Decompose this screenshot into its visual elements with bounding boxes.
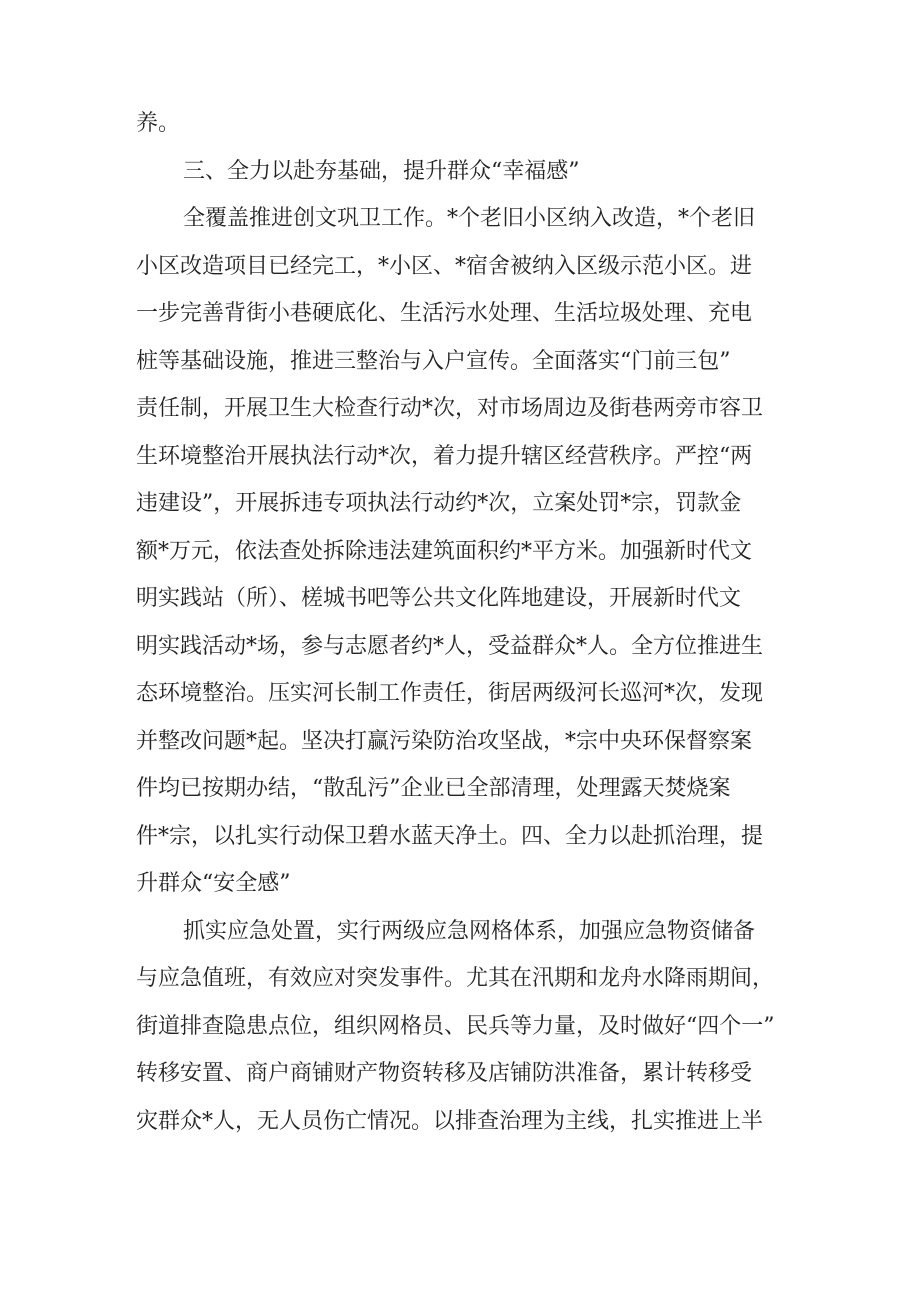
text-line: 生环境整治开展执法行动*次，着力提升辖区经营秩序。严控“两 xyxy=(136,443,753,469)
text-line: 一步完善背街小巷硬底化、生活污水处理、生活垃圾处理、充电 xyxy=(136,301,753,326)
section-heading: 三、全力以赴夯基础，提升群众“幸福感” xyxy=(183,158,580,184)
text-line: 件均已按期办结，“散乱污”企业已全部清理，处理露天焚烧案 xyxy=(136,776,731,801)
text-line: 转移安置、商户商铺财产物资转移及店铺防洪准备，累计转移受 xyxy=(136,1061,753,1086)
text-line: 抓实应急处置，实行两级应急网格体系，加强应急物资储备 xyxy=(183,918,756,944)
text-line: 养。 xyxy=(136,111,181,136)
text-line: 明实践站（所）、槎城书吧等公共文化阵地建设，开展新时代文 xyxy=(136,586,742,611)
text-line: 并整改问题*起。坚决打赢污染防治攻坚战，*宗中央环保督察案 xyxy=(136,728,753,754)
text-line: 与应急值班，有效应对突发事件。尤其在汛期和龙舟水降雨期间， xyxy=(136,966,775,991)
text-line: 件*宗，以扎实行动保卫碧水蓝天净土。四、全力以赴抓治理，提 xyxy=(136,823,764,849)
text-line: 升群众“安全感” xyxy=(136,871,291,896)
text-line: 小区改造项目已经完工，*小区、*宿舍被纳入区级示范小区。进 xyxy=(136,253,753,279)
text-line: 全覆盖推进创文巩卫工作。*个老旧小区纳入改造，*个老旧 xyxy=(183,206,756,231)
text-line: 桩等基础设施，推进三整治与入户宣传。全面落实“门前三包” xyxy=(136,348,731,374)
text-line: 额*万元，依法查处拆除违法建筑面积约*平方米。加强新时代文 xyxy=(136,538,753,564)
text-line: 态环境整治。压实河长制工作责任，街居两级河长巡河*次，发现 xyxy=(136,681,764,706)
text-line: 违建设”，开展拆违专项执法行动约*次，立案处罚*宗，罚款金 xyxy=(136,491,742,516)
document-body xyxy=(136,100,788,1145)
text-line: 街道排查隐患点位，组织网格员、民兵等力量，及时做好“四个一” xyxy=(136,1013,775,1039)
text-line: 灾群众*人，无人员伤亡情况。以排查治理为主线，扎实推进上半 xyxy=(136,1108,764,1134)
text-line: 明实践活动*场，参与志愿者约*人，受益群众*人。全方位推进生 xyxy=(136,633,764,659)
text-line: 责任制，开展卫生大检查行动*次，对市场周边及街巷两旁市容卫 xyxy=(136,396,764,421)
